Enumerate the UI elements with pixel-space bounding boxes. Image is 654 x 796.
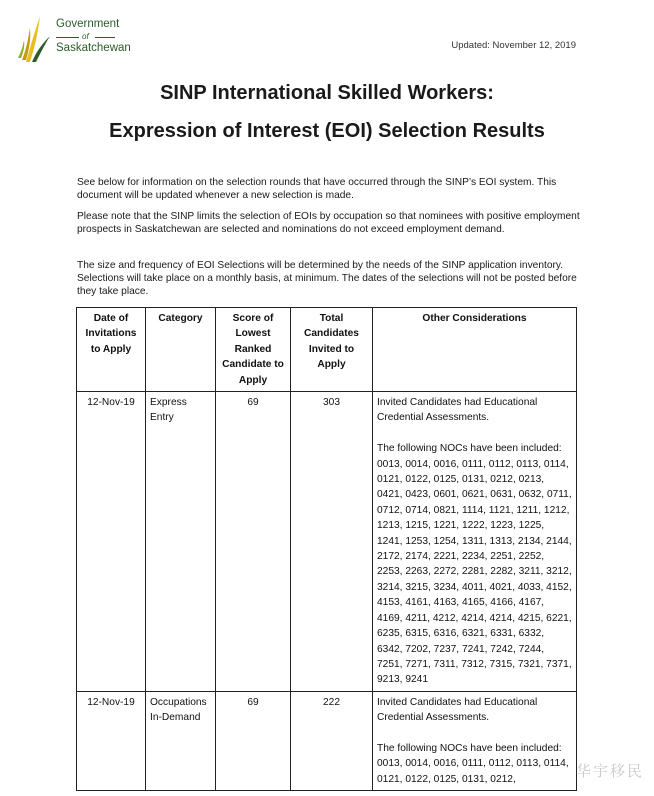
- ecа-note: Invited Candidates had Educational Credential Assessments.: [377, 397, 538, 424]
- intro-paragraph: See below for information on the selection rounds that have occurred through the SINP’s EOI system. This document will be updated whenever a new selection is made.: [77, 177, 557, 201]
- cell-other-considerations: [373, 392, 577, 692]
- logo-divider-right: [95, 37, 115, 38]
- logo-line-of: of: [82, 32, 89, 41]
- government-of-saskatchewan-logo: [16, 10, 136, 68]
- eoi-results-table: [76, 307, 577, 791]
- table-header-row: [77, 308, 577, 392]
- noc-list: The following NOCs have been included: 0013, 0014, 0016, 0111, 0112, 0113, 0114, 0121, 0122, 0125, 0131, 0212, 0213, 0421, 0423, 0601, 0621, 0631, 0632, 0711, 0712, 0714, 0821, 1114, 1121, 1211, 1212, 1213, 1215, 1221, 1222, 1223, 1225, 1241, 1253, 1254, 1311, 1313, 2134, 2144, 2172, 2174, 2221, 2234, 2251, 2252, 2253, 2263, 2272, 2281, 2282, 3211, 3212, 3214, 3215, 3234, 4011, 4021, 4033, 4152, 4153, 4161, 4163, 4165, 4166, 4167, 4169, 4211, 4212, 4214, 4214, 4215, 6221, 6235, 6315, 6316, 6321, 6331, 6332, 6342, 7202, 7237, 7241, 7242, 7244, 7251, 7271, 7311, 7312, 7315, 7321, 7371, 9213, 9241: [377, 443, 572, 686]
- header-category: Category: [146, 308, 216, 392]
- watermark: 华宇移民: [575, 764, 644, 780]
- header-score: Score of Lowest Ranked Candidate to Apply: [216, 308, 291, 392]
- occupation-limit-paragraph: Please note that the SINP limits the selection of EOIs by occupation so that nominees with positive employment prospects in Saskatchewan are selected and nominations do not exceed employment demand.: [77, 211, 580, 235]
- logo-line-saskatchewan: Saskatchewan: [56, 42, 131, 54]
- header-total-candidates: Total Candidates Invited to Apply: [291, 308, 373, 392]
- cell-total: 222: [291, 691, 373, 790]
- cell-score: 69: [216, 392, 291, 692]
- cell-total: 303: [291, 392, 373, 692]
- table-row: [77, 392, 577, 692]
- eca-note: Invited Candidates had Educational Credential Assessments.: [377, 696, 538, 724]
- spacer: [377, 426, 572, 441]
- spacer: [377, 726, 572, 741]
- header-other-considerations: Other Considerations: [373, 308, 577, 392]
- page-title-line-1: SINP International Skilled Workers:: [160, 82, 494, 104]
- updated-date: Updated: November 12, 2019: [451, 40, 576, 51]
- wheat-icon: [16, 10, 56, 68]
- cell-date: 12-Nov-19: [77, 691, 146, 790]
- selection-frequency-paragraph: The size and frequency of EOI Selections will be determined by the needs of the SINP application inventory. Selections will take place on a monthly basis, at minimum. The dates of the selections will not be posted before they take place.: [77, 260, 577, 297]
- cell-category: Occupations In-Demand: [146, 691, 216, 790]
- logo-divider-left: [56, 37, 79, 38]
- cell-score: 69: [216, 691, 291, 790]
- cell-category: Express Entry: [146, 392, 216, 692]
- table-row: [77, 691, 577, 790]
- cell-other-considerations: [373, 691, 577, 790]
- header-date: Date of Invitations to Apply: [77, 308, 146, 392]
- noc-list: The following NOCs have been included: 0013, 0014, 0016, 0111, 0112, 0113, 0114, 0121, 0122, 0125, 0131, 0212,: [377, 742, 569, 785]
- cell-date: 12-Nov-19: [77, 392, 146, 692]
- logo-line-government: Government: [56, 18, 120, 30]
- page-title-line-2: Expression of Interest (EOI) Selection Results: [109, 120, 545, 142]
